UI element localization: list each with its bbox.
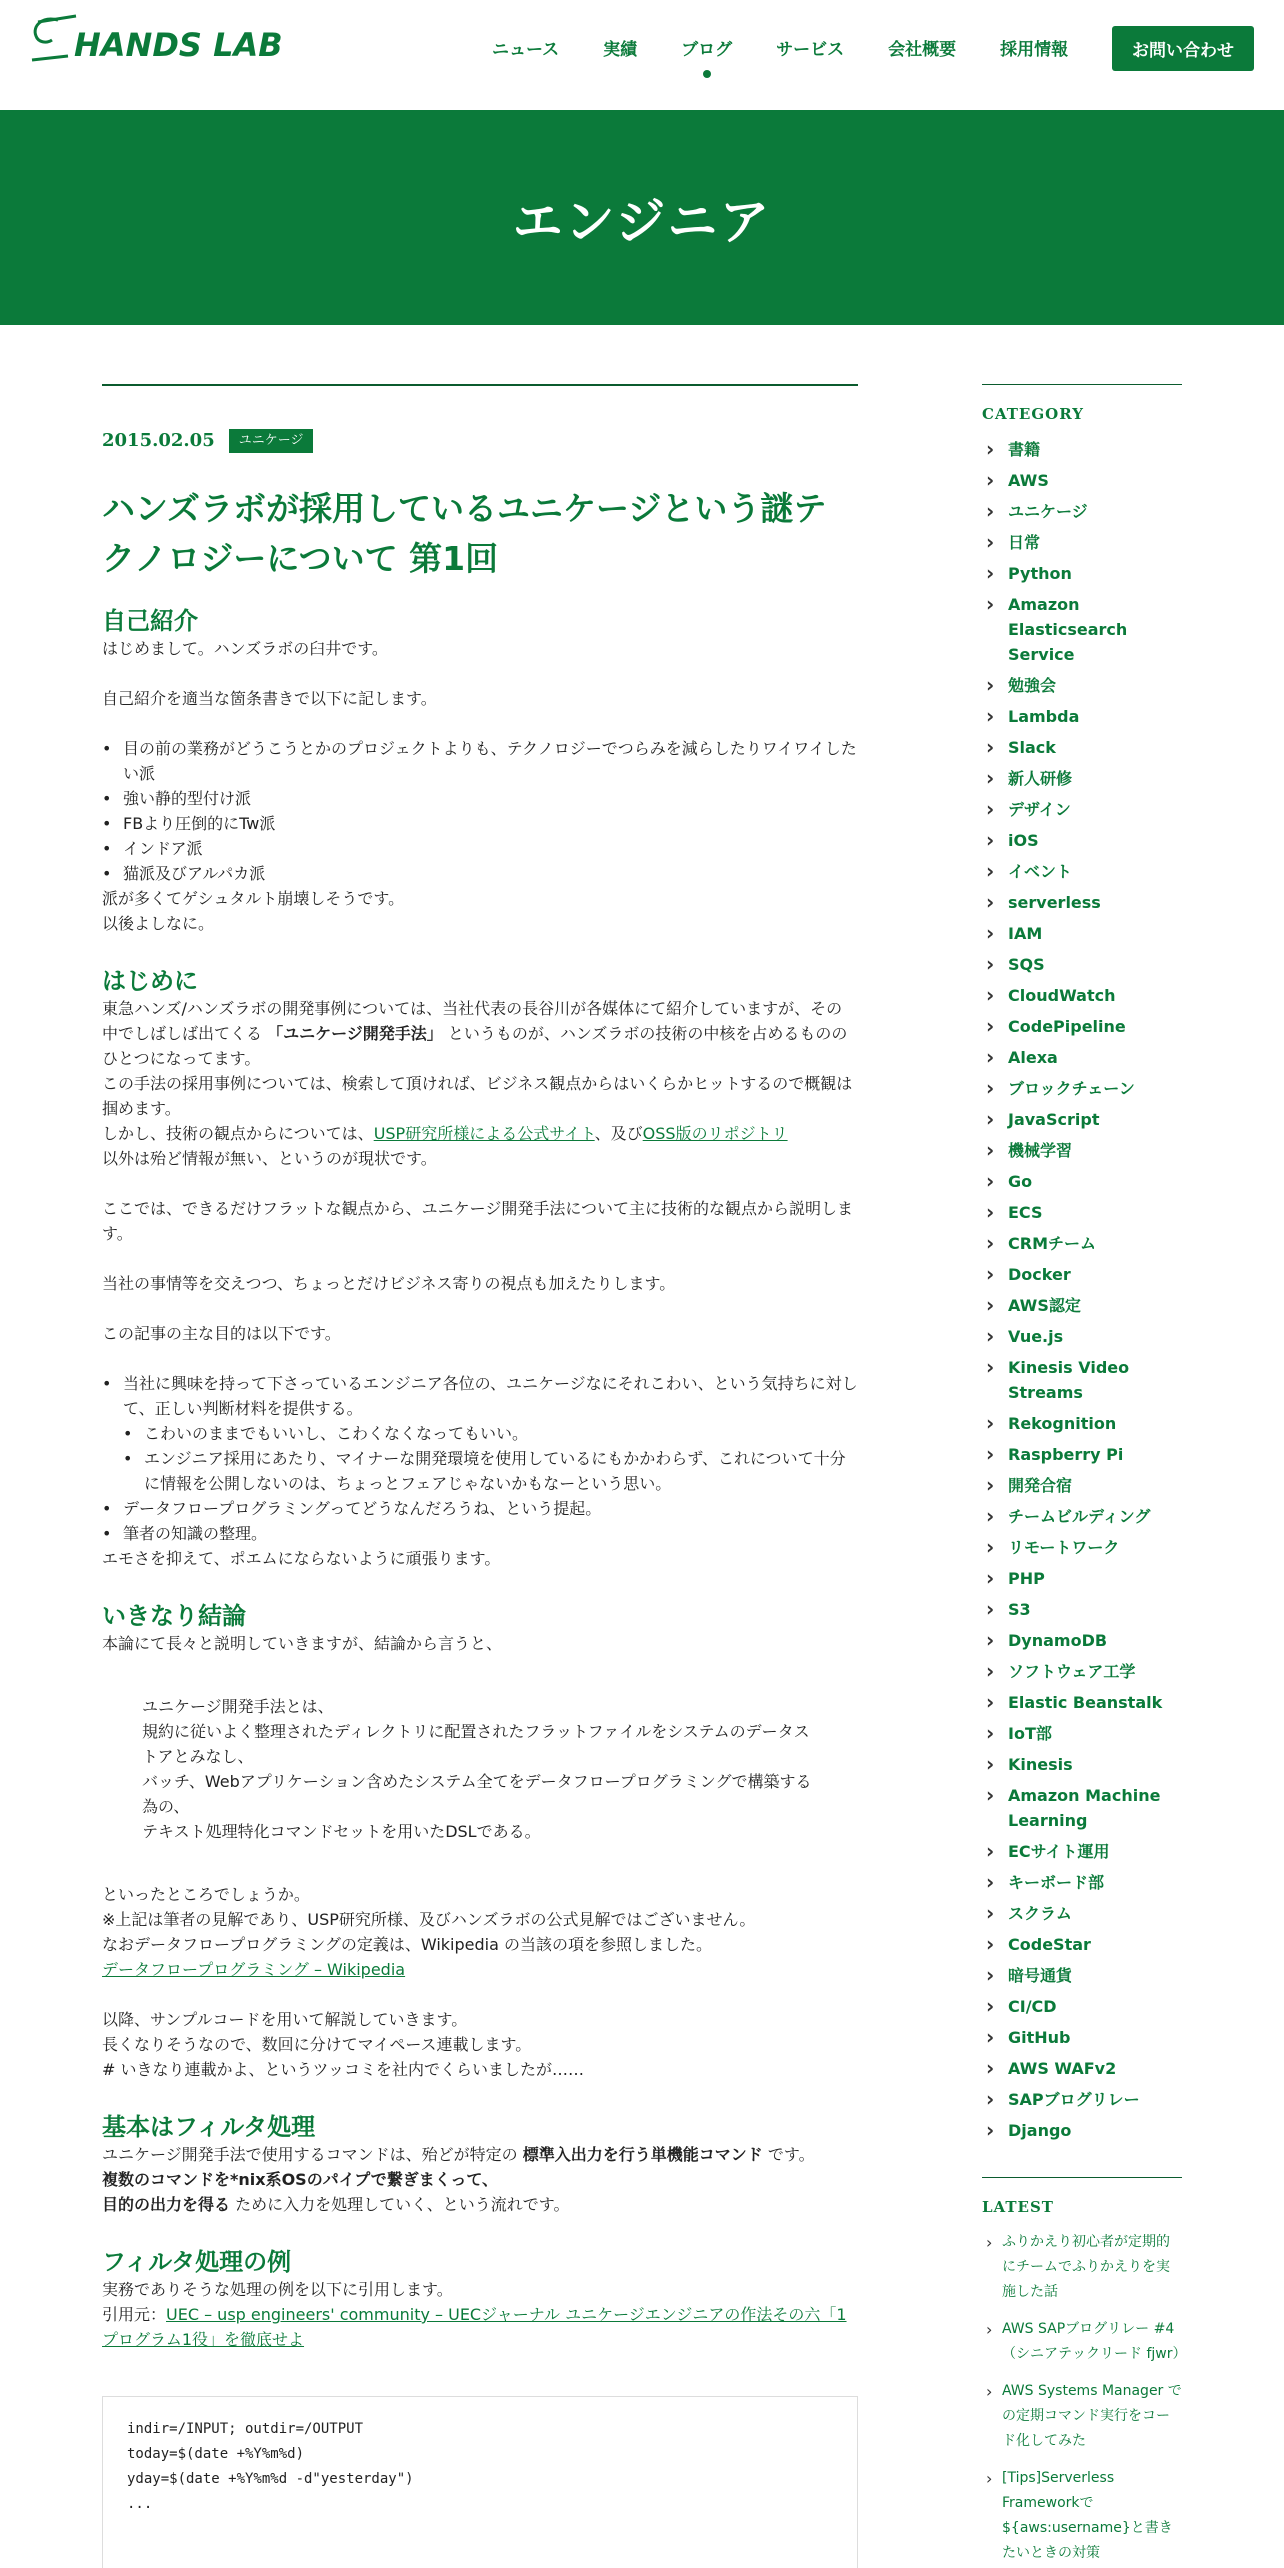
sidebar-category-item[interactable]: › IoT部 [982,1721,1182,1746]
sidebar-category-item[interactable]: › ソフトウェア工学 [982,1659,1182,1684]
section-heading-conclusion: いきなり結論 [102,1602,246,1630]
paragraph: エモさを抑えて、ポエムにならないように頑張ります。 [102,1549,501,1568]
paragraph: なおデータフロープログラミングの定義は、Wikipedia の当該の項を参照しました。 [102,1935,712,1954]
section-heading-preface: はじめに [102,967,198,995]
text: 、及び [594,1124,643,1143]
paragraph: 複数のコマンドを*nix系OSのパイプで繋ぎまくって、 [102,2170,499,2189]
nav-blog-label: ブログ [681,40,733,60]
latest-post-link[interactable]: › AWS Systems Manager での定期コマンド実行をコード化してみた [982,2379,1182,2454]
blockquote [142,1694,822,1844]
sidebar-category-item[interactable]: › PHP [982,1566,1182,1591]
sidebar-category-item[interactable]: › イベント [982,859,1182,884]
contact-button[interactable]: お問い合わせ [1112,26,1254,71]
sidebar-category-item[interactable]: › JavaScript [982,1107,1182,1132]
post-title: ハンズラボが採用しているユニケージという謎テクノロジーについて 第1回 [102,489,827,578]
sidebar-category-item[interactable]: › serverless [982,890,1182,915]
sidebar-category-item[interactable]: › 書籍 [982,437,1182,462]
main-nav [492,28,1112,72]
post-body [102,606,858,2568]
sidebar-category-item[interactable]: › AWS [982,468,1182,493]
sidebar-category-item[interactable]: › Raspberry Pi [982,1442,1182,1467]
site-header [0,0,1284,110]
sidebar-category-item[interactable]: › Django [982,2118,1182,2143]
latest-post-link[interactable]: › [Tips]Serverless Frameworkで ${aws:username}と書きたいときの対策 [982,2466,1182,2566]
sidebar-category-item[interactable]: › Python [982,561,1182,586]
paragraph [102,2142,858,2167]
sidebar-category-item[interactable]: › Vue.js [982,1324,1182,1349]
sidebar-category-item[interactable]: › CRMチーム [982,1231,1182,1256]
sidebar [982,384,1187,2568]
text: ために入力を処理していく、という流れです。 [235,2195,570,2214]
sidebar-category-item[interactable]: › チームビルディング [982,1504,1182,1529]
post-date: 2015.02.05 [102,430,215,451]
sidebar-category-item[interactable]: › Kinesis Video Streams [982,1355,1182,1405]
sidebar-category-item[interactable]: › CloudWatch [982,983,1182,1008]
section-heading-intro: 自己紹介 [102,607,198,635]
text: です。 [767,2145,815,2164]
sidebar-category-item[interactable]: › Alexa [982,1045,1182,1070]
nav-works[interactable]: 実績 [603,40,638,60]
oss-repository-link[interactable]: OSS版のリポジトリ [642,1124,788,1143]
sidebar-category-item[interactable]: › Slack [982,735,1182,760]
quote-line: バッチ、Webアプリケーション含めたシステム全てをデータフロープログラミングで構築する為の、 [142,1772,812,1816]
active-nav-indicator [703,70,711,78]
paragraph [102,996,858,1071]
sidebar-category-item[interactable]: › CI/CD [982,1994,1182,2019]
sidebar-category-item[interactable]: › IAM [982,921,1182,946]
uec-journal-link[interactable]: UEC – usp engineers' community – UECジャーナル ユニケージエンジニアの作法その六「1プログラム1役」を徹底せよ [102,2305,847,2349]
sidebar-category-item[interactable]: › スクラム [982,1901,1182,1926]
nav-service[interactable]: サービス [776,40,845,60]
sidebar-category-item[interactable]: › Go [982,1169,1182,1194]
sidebar-category-item[interactable]: › リモートワーク [982,1535,1182,1560]
paragraph: 長くなりそうなので、数回に分けてマイペース連載します。 [102,2035,532,2054]
sidebar-category-item[interactable]: › ユニケージ [982,499,1182,524]
sidebar-category-item[interactable]: › Amazon Machine Learning [982,1783,1182,1833]
nav-recruit[interactable]: 採用情報 [1000,40,1069,60]
sidebar-category-item[interactable]: › ブロックチェーン [982,1076,1182,1101]
list-item [122,1371,858,1496]
list-item: • こわいのままでもいいし、こわくなくなってもいい。 [143,1421,858,1446]
nav-news[interactable]: ニュース [492,40,560,60]
hero-title: エンジニア [512,192,772,251]
sidebar-category-item[interactable]: › AWS認定 [982,1293,1182,1318]
list-item: • データフロープログラミングってどうなんだろうね、という提起。 [122,1496,858,1521]
category-heading: CATEGORY [982,384,1182,423]
text: 引用元： [102,2305,167,2324]
paragraph: # いきなり連載かよ、というツッコミを社内でくらいましたが…… [102,2060,585,2079]
code-line: yday=$(date +%Y%m%d -d"yesterday") [127,2471,414,2487]
text: 東急ハンズ/ハンズラボの開発事例については、当社代表の長谷川が各媒体にて紹介していますが、その中でしばしば出てくる [102,999,843,1043]
sidebar-category-item[interactable]: › Docker [982,1262,1182,1287]
paragraph: 以降、サンプルコードを用いて解説していきます。 [102,2010,468,2029]
sidebar-category-item[interactable]: › iOS [982,828,1182,853]
list-item: • エンジニア採用にあたり、マイナーな開発環境を使用しているにもかかわらず、これについて十分に情報を公開しないのは、ちょっとフェアじゃないかもなーという思い。 [143,1446,858,1496]
list-item-text: 当社に興味を持って下さっているエンジニア各位の、ユニケージなにそれこわい、という気持ちに対して、正しい判断材料を提供する。 [123,1374,858,1418]
text: ユニケージ開発手法で使用するコマンドは、殆どが特定の [102,2145,518,2164]
paragraph: この手法の採用事例については、検索して頂ければ、ビジネス観点からはいくらかヒットするので概観は掴めます。 [102,1074,853,1118]
bullet-list [122,1371,858,1546]
sidebar-category-item[interactable]: › Kinesis [982,1752,1182,1777]
paragraph [102,1121,858,1171]
paragraph: 以後よしなに。 [102,914,215,933]
sidebar-category-item[interactable]: › S3 [982,1597,1182,1622]
emphasis-text: 目的の出力を得る [102,2195,231,2214]
quote-line: ユニケージ開発手法とは、 [142,1697,334,1716]
list-item: • 筆者の知識の整理。 [122,1521,858,1546]
sidebar-category-item[interactable]: › キーボード部 [982,1870,1182,1895]
sub-bullet-list [143,1421,858,1496]
nav-blog[interactable] [681,28,732,72]
article-divider [102,384,858,386]
emphasis-text: 標準入出力を行う単機能コマンド [522,2145,763,2164]
text: しかし、技術の観点からについては、 [102,1124,374,1143]
list-item: • 猫派及びアルパカ派 [122,861,858,886]
quote-line: 規約に従いよく整理されたディレクトリに配置されたフラットファイルをシステムのデータストアとみなし、 [142,1722,810,1766]
logo-text: HANDS LAB [74,26,283,64]
sidebar-category-item[interactable]: › CodePipeline [982,1014,1182,1039]
paragraph: といったところでしょうか。 [102,1885,310,1904]
sidebar-category-item[interactable]: › 暗号通貨 [982,1963,1182,1988]
sidebar-category-item[interactable]: › 機械学習 [982,1138,1182,1163]
hands-lab-logo[interactable] [28,12,284,68]
sidebar-category-item[interactable]: › 勉強会 [982,673,1182,698]
text: 以外は殆ど情報が無い、というのが現状です。 [102,1149,437,1168]
sidebar-category-item[interactable]: › AWS WAFv2 [982,2056,1182,2081]
sidebar-category-item[interactable]: › デザイン [982,797,1182,822]
sidebar-category-item[interactable]: › Elastic Beanstalk [982,1690,1182,1715]
paragraph: 本論にて長々と説明していきますが、結論から言うと、 [102,1634,503,1653]
sidebar-category-item[interactable]: › SAPブログリレー [982,2087,1182,2112]
code-line: indir=/INPUT; outdir=/OUTPUT [127,2421,364,2437]
sidebar-category-item[interactable]: › Lambda [982,704,1182,729]
sidebar-category-item[interactable]: › Amazon Elasticsearch Service [982,592,1182,667]
latest-post-link[interactable]: › AWS SAPブログリレー #4（シニアテックリード fjwr） [982,2317,1182,2367]
sidebar-category-item[interactable]: › GitHub [982,2025,1182,2050]
paragraph: 実務でありそうな処理の例を以下に引用します。 [102,2280,453,2299]
sidebar-category-item[interactable]: › Rekognition [982,1411,1182,1436]
sidebar-category-item[interactable]: › SQS [982,952,1182,977]
code-line: ... [127,2496,153,2512]
paragraph: 自己紹介を適当な箇条書きで以下に記します。 [102,689,437,708]
paragraph: はじめまして。ハンズラボの臼井です。 [102,639,388,658]
latest-post-link[interactable]: › ふりかえり初心者が定期的にチームでふりかえりを実施した話 [982,2230,1182,2305]
usp-official-site-link[interactable]: USP研究所様による公式サイト [373,1124,595,1143]
paragraph: 当社の事情等を交えつつ、ちょっとだけビジネス寄りの視点も加えたりします。 [102,1274,676,1293]
latest-posts-list [982,2230,1187,2566]
post-category-tag[interactable]: ユニケージ [229,429,314,453]
sidebar-category-item[interactable]: › CodeStar [982,1932,1182,1957]
bullet-list [122,736,858,886]
section-heading-filter: 基本はフィルタ処理 [102,2113,316,2141]
post-meta [102,428,313,453]
category-list [982,437,1182,2143]
sidebar-category-item[interactable]: › 日常 [982,530,1182,555]
paragraph [102,2302,858,2352]
paragraph [102,1957,858,1982]
sidebar-category-item[interactable]: › ECサイト運用 [982,1839,1182,1864]
list-item: • FBより圧倒的にTw派 [122,811,858,836]
paragraph: ここでは、できるだけフラットな観点から、ユニケージ開発手法について主に技術的な観点から説明します。 [102,1199,854,1243]
sidebar-category-item[interactable]: › 新人研修 [982,766,1182,791]
paragraph [102,2192,858,2217]
code-line: today=$(date +%Y%m%d) [127,2446,305,2462]
list-item: • インドア派 [122,836,858,861]
list-item: • 目の前の業務がどうこうとかのプロジェクトよりも、テクノロジーでつらみを減らしたりワイワイしたい派 [122,736,858,786]
wikipedia-dataflow-link[interactable]: データフロープログラミング – Wikipedia [102,1960,406,1979]
text: というものが、ハンズラボの技術の中核を占めるもののひとつになってます。 [102,1024,848,1068]
list-item: • 強い静的型付け派 [122,786,858,811]
hero-banner [0,110,1284,325]
nav-company[interactable]: 会社概要 [888,40,957,60]
paragraph: ※上記は筆者の見解であり、USP研究所様、及びハンズラボの公式見解ではございません。 [102,1910,756,1929]
quote-line: テキスト処理特化コマンドセットを用いたDSLである。 [142,1822,541,1841]
emphasis-text: 「ユニケージ開発手法」 [267,1024,443,1043]
section-heading-filter-example: フィルタ処理の例 [102,2248,292,2276]
paragraph: 派が多くてゲシュタルト崩壊しそうです。 [102,889,405,908]
sidebar-category-item[interactable]: › DynamoDB [982,1628,1182,1653]
latest-heading: LATEST [982,2177,1182,2216]
sidebar-category-item[interactable]: › ECS [982,1200,1182,1225]
sidebar-category-item[interactable]: › 開発合宿 [982,1473,1182,1498]
code-block [102,2396,858,2568]
paragraph: この記事の主な目的は以下です。 [102,1324,341,1343]
